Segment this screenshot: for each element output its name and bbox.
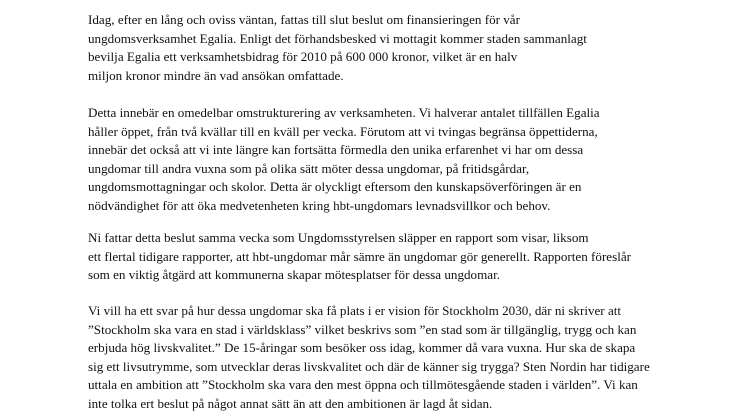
text-line: Detta innebär en omedelbar omstrukturering av verksamheten. Vi halverar antalet tillfällen Egalia — [88, 105, 600, 120]
text-line: erbjuda hög livskvalitet.” De 15-åringar som besöker oss idag, kommer då vara vuxna. Hur ska de skapa — [88, 340, 636, 356]
text-line: som en viktig åtgärd att kommunerna skapar mötesplatser för dessa ungdomar. — [88, 267, 500, 283]
text-line: ungdomsmottagningar och skolor. Detta är olyckligt eftersom den kunskapsöverföringen är en — [88, 179, 582, 195]
text-line: bevilja Egalia ett verksamhetsbidrag för 2010 på 600 000 kronor, vilket är en halv — [88, 49, 518, 65]
text-line: Vi vill ha ett svar på hur dessa ungdomar ska få plats i er vision för Stockholm 2030, där ni skriver att — [88, 303, 622, 318]
text-line: ungdomsverksamhet Egalia. Enligt det förhandsbesked vi mottagit kommer staden sammanlagt — [88, 30, 587, 46]
paragraph-restructuring — [88, 104, 708, 216]
text-line: inte tolka ert beslut på något annat sätt än att den ambitionen är lagd åt sidan. — [88, 395, 493, 411]
text-line: Idag, efter en lång och oviss väntan, fattas till slut beslut om finansieringen för vår — [88, 12, 520, 27]
text-line: ”Stockholm ska vara en stad i världsklass” vilket beskrivs som ”en stad som är tillgänglig, trygg och kan — [88, 321, 637, 337]
text-line: ett flertal tidigare rapporter, att hbt-ungdomar mår sämre än ungdomar gör generellt. Rapporten föreslår — [88, 248, 632, 264]
paragraph-vision-2030 — [88, 302, 708, 414]
text-line: uttala en ambition att ”Stockholm ska vara den mest öppna och tillmötesgående staden i världen”. Vi kan — [88, 377, 638, 393]
text-line: miljon kronor mindre än vad ansökan omfattade. — [88, 67, 344, 83]
text-line: nödvändighet för att öka medvetenheten kring hbt-ungdomars levnadsvillkor och behov. — [88, 197, 551, 213]
text-line: Ni fattar detta beslut samma vecka som Ungdomsstyrelsen släpper en rapport som visar, liksom — [88, 230, 589, 245]
text-line: håller öppet, från två kvällar till en kväll per vecka. Förutom att vi tvingas begränsa öppettiderna, — [88, 123, 598, 139]
paragraph-ungdomsstyrelsen-report — [88, 229, 708, 285]
text-line: sig ett livsutrymme, som utvecklar deras livskvalitet och där de känner sig trygga? Sten Nordin har tidigare — [88, 358, 650, 374]
text-line: innebär det också att vi inte längre kan fortsätta förmedla den unika erfarenhet vi har om dessa — [88, 142, 584, 158]
text-line: ungdomar till andra vuxna som på olika sätt möter dessa ungdomar, på fritidsgårdar, — [88, 160, 530, 176]
paragraph-funding-decision — [88, 11, 708, 85]
